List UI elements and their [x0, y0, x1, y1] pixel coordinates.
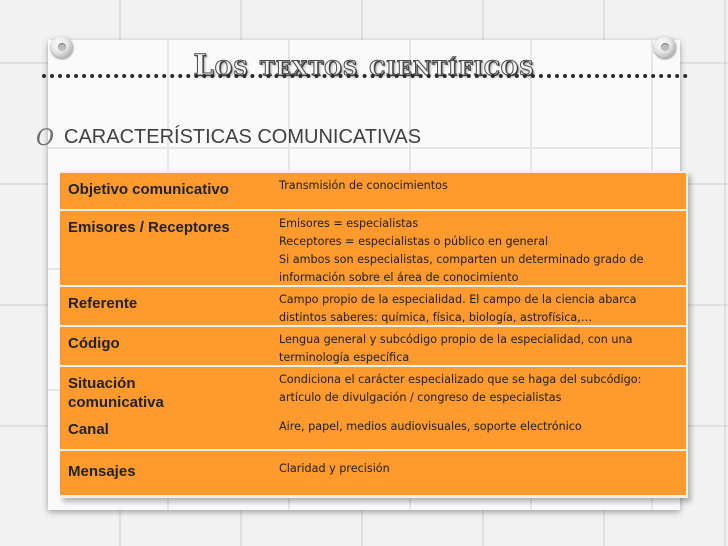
description-line: Si ambos son especialistas, comparten un determinado grado de [279, 253, 644, 266]
row-label: Mensajes [68, 463, 136, 480]
description-line: Transmisión de conocimientos [279, 179, 448, 192]
row-label [60, 367, 269, 449]
row-label: Referente [68, 295, 138, 312]
slide-title: Los textos científicos [193, 48, 535, 82]
bullet-icon: O [36, 126, 55, 151]
row-label: Objetivo comunicativo [68, 181, 229, 198]
row-description [271, 367, 686, 449]
description-line: terminología específica [279, 351, 410, 364]
description-line: Condiciona el carácter especializado que se haga del subcódigo: [279, 373, 642, 386]
row-description [271, 327, 686, 365]
row-label-text: Situación comunicativa [68, 375, 164, 411]
description-line: Claridad y precisión [279, 462, 390, 475]
description-line: Lengua general y subcódigo propio de la especialidad, con una [279, 333, 633, 346]
row-label: Código [68, 335, 120, 352]
row-description [271, 173, 686, 209]
title-divider [42, 74, 688, 78]
section-heading: CARACTERÍSTICAS COMUNICATIVAS [64, 126, 422, 148]
description-line: información sobre el área de conocimiento [279, 271, 519, 284]
table-row [60, 173, 686, 209]
table-row [60, 367, 686, 449]
description-line: artículo de divulgación / congreso de especialistas [279, 391, 562, 404]
table-row [60, 327, 686, 365]
table-row [60, 287, 686, 325]
description-line: Campo propio de la especialidad. El campo de la ciencia abarca [279, 293, 637, 306]
table-row [60, 451, 686, 495]
description-line: Emisores = especialistas [279, 217, 419, 230]
table-row [60, 211, 686, 285]
row-description [271, 287, 686, 325]
description-line: Aire, papel, medios audiovisuales, soporte electrónico [279, 420, 582, 433]
row-label-canal: Canal [68, 421, 109, 438]
row-label: Emisores / Receptores [68, 219, 230, 236]
description-line: distintos saberes: química, física, biología, astrofísica,… [279, 311, 593, 324]
description-line: Receptores = especialistas o público en general [279, 235, 549, 248]
row-description [271, 211, 686, 285]
characteristics-table [60, 171, 688, 498]
row-description [271, 451, 686, 495]
